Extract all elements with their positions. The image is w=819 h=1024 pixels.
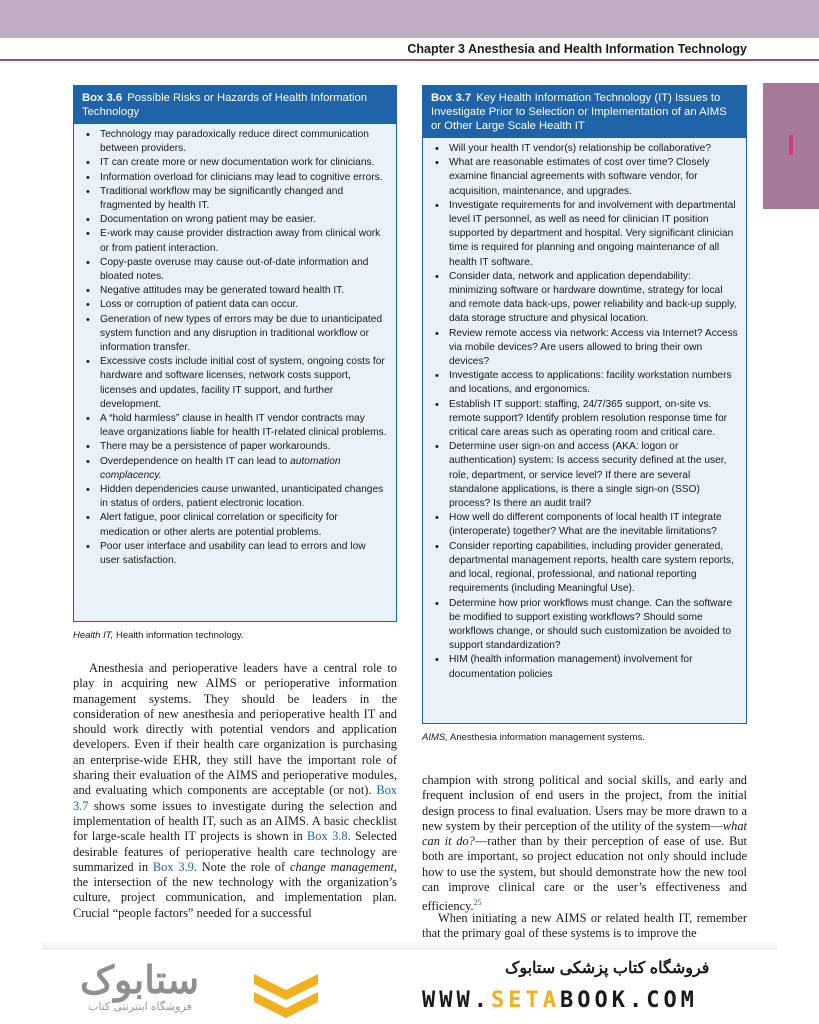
list-item: • Consider reporting capabilities, including provider generated, departmental management reports, health care system reports, and local, regional, professional, and national reporting requirements (including Meaningful Use).: [435, 540, 738, 597]
store-name: فروشگاه کتاب پزشکی ستابوک: [505, 960, 710, 977]
list-item: • Alert fatigue, poor clinical correlation or specificity for medication or other alerts are potential problems.: [86, 511, 388, 539]
box-3-8-link[interactable]: Box 3.8: [307, 829, 348, 844]
list-item: • Poor user interface and usability can lead to errors and low user satisfaction.: [86, 540, 388, 568]
list-item: • Negative attitudes may be generated toward health IT.: [86, 284, 388, 298]
body-paragraph-right-2: When initiating a new AIMS or related health IT, remember that the primary goal of these systems is to improve the: [422, 911, 747, 941]
box-3-7-list: [423, 138, 746, 686]
chapter-side-tab: [763, 83, 819, 209]
list-item: • IT can create more or new documentation work for clinicians.: [86, 156, 388, 170]
box-3-9-link[interactable]: Box 3.9: [152, 859, 194, 874]
list-item: • Investigate requirements for and involvement with departmental level IT personnel, as well as need for clinician IT position supported by department and hospital. Very significant clinician time is required for planning and ongoing maintenance of all health IT software.: [435, 199, 738, 270]
list-item: • E-work may cause provider distraction away from clinical work or from patient interaction.: [86, 227, 388, 255]
list-item: • Excessive costs include initial cost of system, ongoing costs for hardware and software licenses, network costs support, licenses and updates, facility IT support, and further development.: [86, 355, 388, 412]
list-item: • What are reasonable estimates of cost over time? Closely examine financial agreements with software vendor, for acquisition, maintenance, and upgrades.: [435, 156, 738, 199]
top-band: [0, 0, 819, 38]
tab-marker: [789, 135, 793, 155]
list-item: • Overdependence on health IT can lead to automation complacency.: [86, 455, 388, 483]
setabook-logo-text: ستابوک: [80, 960, 200, 1002]
list-item: • Traditional workflow may be significantly changed and fragmented by health IT.: [86, 185, 388, 213]
list-item: • Determine how prior workflows must change. Can the software be modified to support existing workflows? Should some workflows change, or should such customization be avoided to support standardization?: [435, 597, 738, 654]
body-paragraph-left: Anesthesia and perioperative leaders have a central role to play in acquiring new AIMS or perioperative information management systems. They should be leaders in the consideration of new anesthesia and perioperative health IT and should work directly with potential vendors and application developers. Even if their health care organization is purchasing an enterprise-wide EHR, they still have the important role of sharing their evaluation of the AIMS and perioperative modules, and evaluating which components are acceptable (or not). Box 3.7 shows some issues to investigate during the selection and implementation of health IT, such as an AIMS. A basic checklist for large-scale health IT projects is shown in Box 3.8. Selected desirable features of perioperative health care technology are summarized in Box 3.9. Note the role of change management, the intersection of the new technology with the organization’s culture, project communication, and implementation plan. Crucial “people factors” needed for a successful: [73, 661, 397, 920]
running-header: Chapter 3 Anesthesia and Health Information Technology: [407, 42, 747, 56]
list-item: • Review remote access via network: Access via Internet? Access via mobile devices? Are users allowed to bring their own devices?: [435, 327, 738, 370]
list-item: • Consider data, network and application dependability: minimizing software or hardware downtime, strategy for local and remote data back-ups, power reliability and back-up supply, data storage structure and physical location.: [435, 270, 738, 327]
list-item: • Technology may paradoxically reduce direct communication between providers.: [86, 128, 388, 156]
list-item: • A “hold harmless” clause in health IT vendor contracts may leave organizations liable for health IT-related clinical problems.: [86, 412, 388, 440]
body-paragraph-right: champion with strong political and social skills, and early and frequent inclusion of end users in the project, from the initial design process to final evaluation. Users may be more drawn to a new system by their perception of the utility of the system—what can it do?—rather than by their perception of ease of use. But both are important, so project education not only should include how to use the system, but should demonstrate how the new tool can improve clinical care or the user’s effectiveness and efficiency.$^{25}$: [422, 773, 747, 914]
store-url[interactable]: WWW.SETABOOK.COM: [422, 988, 698, 1013]
box-3-7: [422, 85, 747, 724]
list-item: • Loss or corruption of patient data can occur.: [86, 298, 388, 312]
box-3-6-title: Box 3.6 Possible Risks or Hazards of Health Information Technology: [74, 86, 396, 124]
list-item: • HIM (health information management) involvement for documentation policies: [435, 653, 738, 681]
list-item: • Copy-paste overuse may cause out-of-date information and bloated notes.: [86, 256, 388, 284]
list-item: • Hidden dependencies cause unwanted, unanticipated changes in status of orders, patient electronic location.: [86, 483, 388, 511]
setabook-chevron-icon: [250, 968, 322, 1018]
list-item: • Generation of new types of errors may be due to unanticipated system function and any disruption in traditional workflow or information transfer.: [86, 313, 388, 356]
box-3-7-title: Box 3.7 Key Health Information Technology (IT) Issues to Investigate Prior to Selection or Implementation of an AIMS or Other Large Scale Health IT: [423, 86, 746, 138]
reference-25[interactable]: 25: [473, 898, 482, 908]
list-item: • Documentation on wrong patient may be easier.: [86, 213, 388, 227]
list-item: • How well do different components of local health IT integrate (interoperate) together? What are the inevitable limitations?: [435, 511, 738, 539]
setabook-logo-subtitle: فروشگاه اینترنتی کتاب: [88, 1001, 192, 1013]
box-3-6-caption: Health IT, Health information technology.: [73, 630, 244, 641]
list-item: • Establish IT support: staffing, 24/7/365 support, on-site vs. remote support? Identify problem resolution response time for critical care areas such as operating room and critical care.: [435, 398, 738, 441]
list-item: • Information overload for clinicians may lead to cognitive errors.: [86, 171, 388, 185]
list-item: • Investigate access to applications: facility workstation numbers and locations, and ergonomics.: [435, 369, 738, 397]
box-3-7-caption: AIMS, Anesthesia information management systems.: [422, 732, 645, 743]
list-item: • There may be a persistence of paper workarounds.: [86, 440, 388, 454]
page-bottom-edge: [42, 940, 777, 950]
box-3-6-list: [74, 124, 396, 572]
box-3-7-link[interactable]: Box 3.7: [73, 783, 397, 813]
header-rule: [0, 59, 819, 61]
list-item: • Determine user sign-on and access (AKA: logon or authentication) system: Is access security defined at the user, role, department, or service level? If there are several standalone applications, is there a single sign-on (SSO) process? Is there an audit trail?: [435, 440, 738, 511]
box-3-6: [73, 85, 397, 622]
list-item: • Will your health IT vendor(s) relationship be collaborative?: [435, 142, 738, 156]
